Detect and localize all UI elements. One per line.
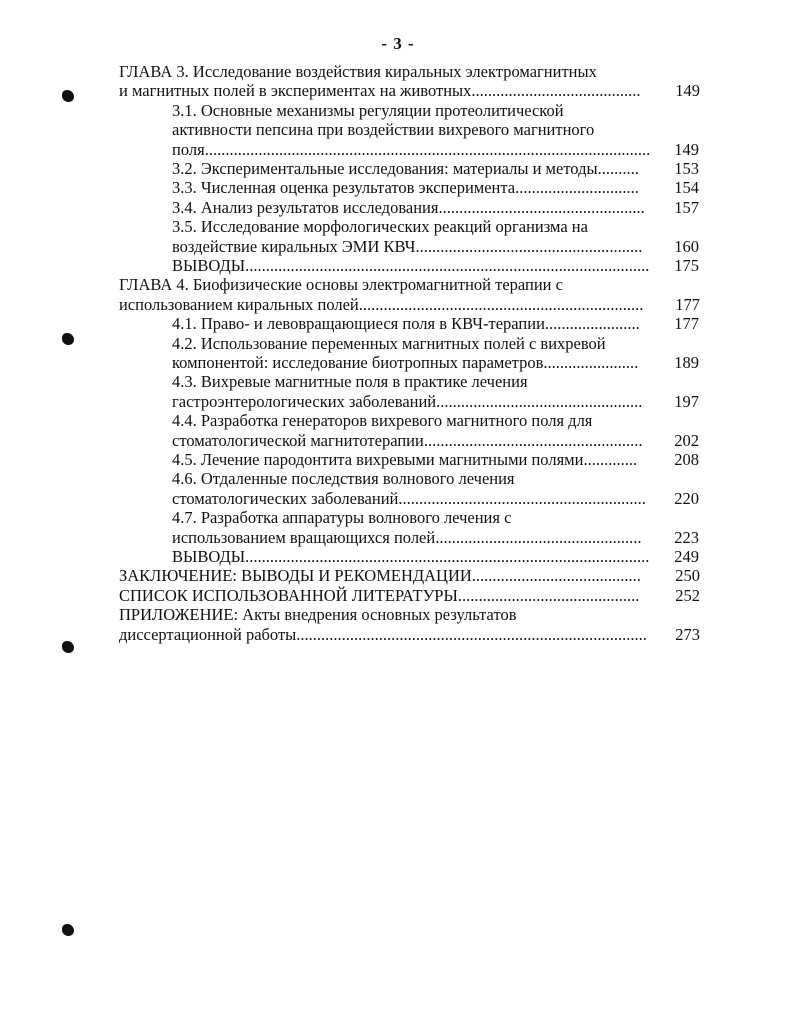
toc-page-number: 177: [674, 314, 699, 334]
dot-leader: ............................................: [457, 585, 640, 605]
toc-entry-title: ВЫВОДЫ: [172, 256, 246, 275]
dot-leader: ..............................: [515, 178, 639, 198]
toc-entry-line: [172, 411, 650, 431]
toc-entry-title: стоматологических заболеваний: [172, 488, 399, 508]
toc-entry-title: 4.6. Отдаленные последствия волнового лечения: [172, 469, 515, 489]
toc-page-number: 252: [675, 585, 700, 605]
dot-leader: ............................................................................................................: [204, 139, 651, 159]
toc-entry: [172, 547, 699, 567]
toc-entry: [172, 527, 699, 548]
binder-hole-mark: [62, 924, 74, 936]
toc-entry-title: ПРИЛОЖЕНИЕ: Акты внедрения основных результатов: [119, 605, 517, 625]
toc-entry: [119, 624, 700, 645]
toc-page-number: 153: [674, 159, 699, 178]
toc-entry-line: [172, 508, 650, 528]
toc-entry-title: гастроэнтерологических заболеваний: [172, 391, 437, 411]
toc-page-number: 157: [674, 197, 699, 217]
toc-entry: [172, 353, 699, 373]
toc-entry-title: 4.1. Право- и левовращающиеся поля в КВЧ-терапии: [172, 314, 545, 334]
toc-entry: [172, 430, 699, 451]
toc-entry-title: 4.3. Вихревые магнитные поля в практике лечения: [172, 372, 528, 392]
toc-entry-title: компонентой: исследование биотропных параметров: [172, 353, 544, 372]
toc-entry-title: и магнитных полей в экспериментах на животных: [119, 81, 472, 101]
toc-entry: [172, 236, 699, 257]
toc-entry-line: [172, 334, 650, 354]
page-number: - 3 -: [381, 34, 415, 53]
toc-entry-title: 3.3. Численная оценка результатов эксперимента: [172, 178, 516, 198]
toc-entry-line: [119, 62, 650, 82]
toc-page-number: 249: [674, 547, 699, 566]
toc-entry-title: 4.2. Использование переменных магнитных полей с вихревой: [172, 333, 606, 353]
toc-entry-line: [172, 217, 650, 237]
toc-entry: [172, 314, 699, 334]
dot-leader: .....................................................................................: [296, 624, 647, 644]
toc-entry: [172, 178, 699, 198]
toc-entry-title: поля: [172, 139, 205, 159]
toc-entry: [119, 294, 700, 315]
toc-entry-title: стоматологической магнитотерапии: [172, 430, 424, 450]
dot-leader: .............: [583, 450, 638, 469]
dot-leader: ..................................................: [436, 391, 643, 411]
toc-entry-line: [172, 372, 650, 392]
dot-leader: ..................................................................................................: [245, 256, 650, 275]
dot-leader: ..................................................: [438, 197, 645, 217]
dot-leader: .........................................: [471, 81, 641, 101]
toc-page-number: 223: [674, 527, 699, 547]
dot-leader: ..................................................: [435, 527, 642, 547]
toc-page-number: 160: [674, 236, 699, 256]
binder-hole-mark: [62, 333, 74, 345]
toc-entry-line: [119, 605, 650, 625]
toc-entry-line: [172, 101, 650, 121]
toc-entry-title: воздействие киральных ЭМИ КВЧ: [172, 236, 416, 256]
toc-entry: [172, 391, 699, 412]
toc-entry-title: диссертационной работы: [119, 624, 297, 644]
dot-leader: .......................: [543, 353, 639, 372]
toc-entry-title: ГЛАВА 3. Исследование воздействия киральных электромагнитных: [119, 62, 597, 81]
toc-entry-title: 4.7. Разработка аппаратуры волнового лечения с: [172, 508, 512, 528]
dot-leader: .........................................: [471, 566, 641, 586]
toc-entry-title: ВЫВОДЫ: [172, 547, 246, 566]
binder-hole-mark: [62, 90, 74, 102]
toc-entry-line: [119, 275, 650, 295]
toc-entry: [172, 159, 699, 179]
dot-leader: .......................: [544, 314, 640, 334]
toc-entry: [172, 197, 699, 218]
toc-page-number: 177: [675, 294, 700, 314]
toc-entry-title: 3.2. Экспериментальные исследования: материалы и методы: [172, 159, 598, 178]
toc-entry-title: 4.4. Разработка генераторов вихревого магнитного поля для: [172, 411, 593, 431]
dot-leader: ............................................................: [398, 488, 646, 508]
toc-entry-title: ГЛАВА 4. Биофизические основы электромагнитной терапии с: [119, 275, 563, 295]
toc-entry: [172, 450, 699, 470]
toc-entry: [119, 566, 700, 586]
toc-entry-title: 4.5. Лечение пародонтита вихревыми магнитными полями: [172, 450, 584, 469]
binder-hole-mark: [62, 641, 74, 653]
toc-entry: [172, 488, 699, 509]
dot-leader: ..........: [597, 159, 639, 178]
toc-entry-title: ЗАКЛЮЧЕНИЕ: ВЫВОДЫ И РЕКОМЕНДАЦИИ: [119, 566, 472, 586]
toc-entry: [119, 585, 700, 606]
toc-page-number: 175: [674, 256, 699, 275]
toc-page-number: 154: [674, 178, 699, 198]
toc-entry-title: 3.1. Основные механизмы регуляции протеолитической: [172, 100, 564, 120]
toc-page-number: 202: [674, 430, 699, 450]
toc-entry-title: СПИСОК ИСПОЛЬЗОВАННОЙ ЛИТЕРАТУРЫ: [119, 585, 458, 605]
toc-entry: [172, 256, 699, 276]
toc-page-number: 208: [674, 450, 699, 469]
toc-entry: [119, 81, 700, 101]
toc-entry-line: [172, 469, 650, 489]
toc-page-number: 273: [675, 624, 700, 644]
toc-entry-title: активности пепсина при воздействии вихревого магнитного: [172, 120, 595, 140]
toc-entry-title: использованием вращающихся полей: [172, 527, 436, 547]
toc-page-number: 149: [674, 139, 699, 159]
toc-page-number: 149: [675, 81, 700, 101]
toc-entry-title: 3.5. Исследование морфологических реакций организма на: [172, 217, 588, 237]
dot-leader: .....................................................: [423, 430, 643, 450]
toc-page-number: 189: [674, 353, 699, 372]
toc-page-number: 220: [674, 488, 699, 508]
dot-leader: .......................................................: [415, 236, 643, 256]
toc-page-number: 250: [675, 566, 700, 586]
toc-entry-line: [172, 120, 650, 140]
dot-leader: ..................................................................................................: [245, 547, 650, 566]
toc-entry: [172, 139, 699, 160]
dot-leader: .....................................................................: [358, 294, 644, 314]
toc-page-number: 197: [674, 391, 699, 411]
toc-entry-title: 3.4. Анализ результатов исследования: [172, 197, 439, 217]
toc-entry-title: использованием киральных полей: [119, 294, 359, 314]
